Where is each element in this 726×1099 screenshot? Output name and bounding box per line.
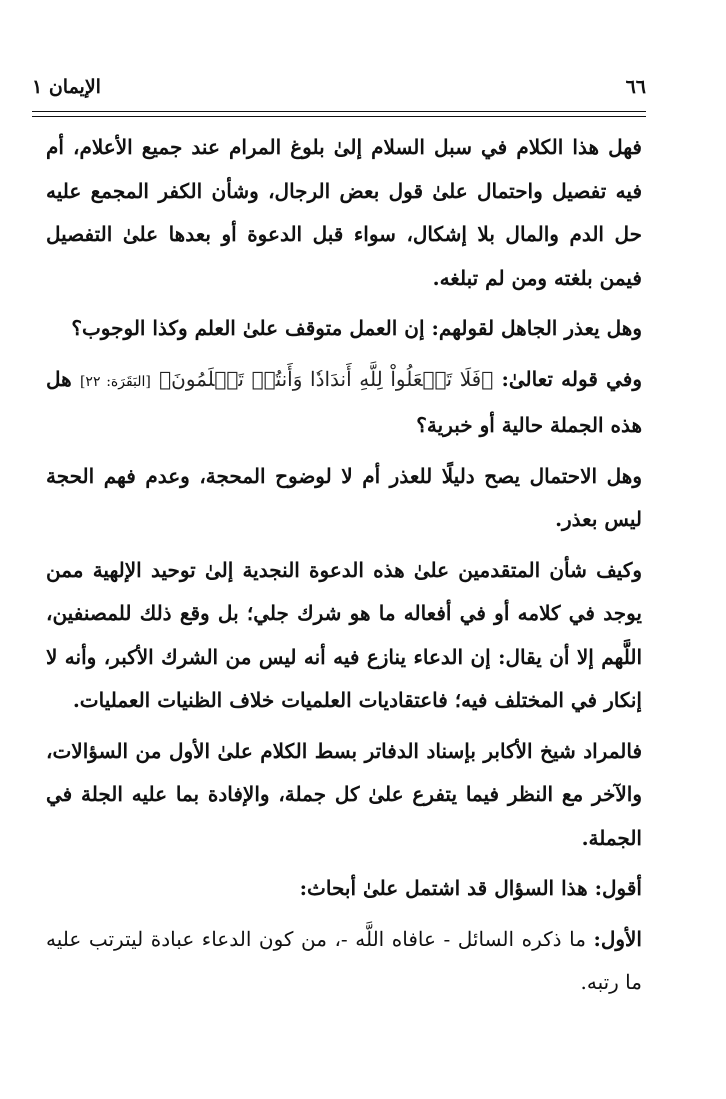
first-point-paragraph: [46, 918, 642, 1005]
verse-question: هل هذه الجملة حالية أو خبرية؟: [46, 366, 642, 437]
question-paragraph-1: فهل هذا الكلام في سبل السلام إلىٰ بلوغ المرام عند جميع الأعلام، أم فيه تفصيل واحتمال علىٰ قول بعض الرجال، وشأن الكفر المجمع عليه حل الدم والمال بلا إشكال، سواء قبل الدعوة أو بعدها علىٰ التفصيل فيمن بلغته ومن لم تبلغه.: [46, 135, 643, 290]
first-point-label: الأول:: [593, 926, 642, 951]
header-rule-bottom: [32, 116, 646, 117]
verse-intro: وفي قوله تعالىٰ:: [501, 366, 643, 391]
running-title: الإيمان ١: [32, 76, 101, 98]
verse-paragraph: [46, 358, 642, 448]
header-rule-top: [32, 111, 646, 112]
page-header: [32, 70, 646, 104]
first-point-text: ما ذكره السائل - عافاه اللَّه -، من كون الدعاء عبادة ليترتب عليه ما رتبه.: [46, 926, 642, 994]
question-paragraph-3: وهل الاحتمال يصح دليلًا للعذر أم لا لوضوح المحجة، وعدم فهم الحجة ليس بعذر.: [46, 463, 642, 531]
quran-verse: ﴿فَلَا تَجۡعَلُواْ لِلَّهِ أَندَادٗا وَأَنتُمۡ تَعۡلَمُونَ﴾: [159, 366, 494, 391]
answer-heading: أقول: هذا السؤال قد اشتمل علىٰ أبحاث:: [299, 876, 642, 900]
page-body: [46, 126, 642, 1005]
verse-citation: [البَقَرَة: ٢٢]: [79, 373, 151, 390]
page-number: ٦٦: [625, 76, 646, 98]
question-paragraph-5: فالمراد شيخ الأكابر بإسناد الدفاتر بسط الكلام علىٰ الأول من السؤالات، والآخر مع النظر فيما يتفرع علىٰ كل جملة، والإفادة بما عليه الجلة في الجملة.: [46, 738, 642, 850]
question-paragraph-4: وكيف شأن المتقدمين علىٰ هذه الدعوة النجدية إلىٰ توحيد الإلهية ممن يوجد في كلامه أو في أفعاله ما هو شرك جلي؛ بل وقع ذلك للمصنفين، اللَّهم إلا أن يقال: إن الدعاء ينازع فيه أنه ليس من الشرك الأكبر، وأنه لا إنكار في المختلف فيه؛ فاعتقاديات العلميات خلاف الظنيات العمليات.: [46, 557, 642, 712]
question-paragraph-2: وهل يعذر الجاهل لقولهم: إن العمل متوقف علىٰ العلم وكذا الوجوب؟: [71, 316, 642, 340]
